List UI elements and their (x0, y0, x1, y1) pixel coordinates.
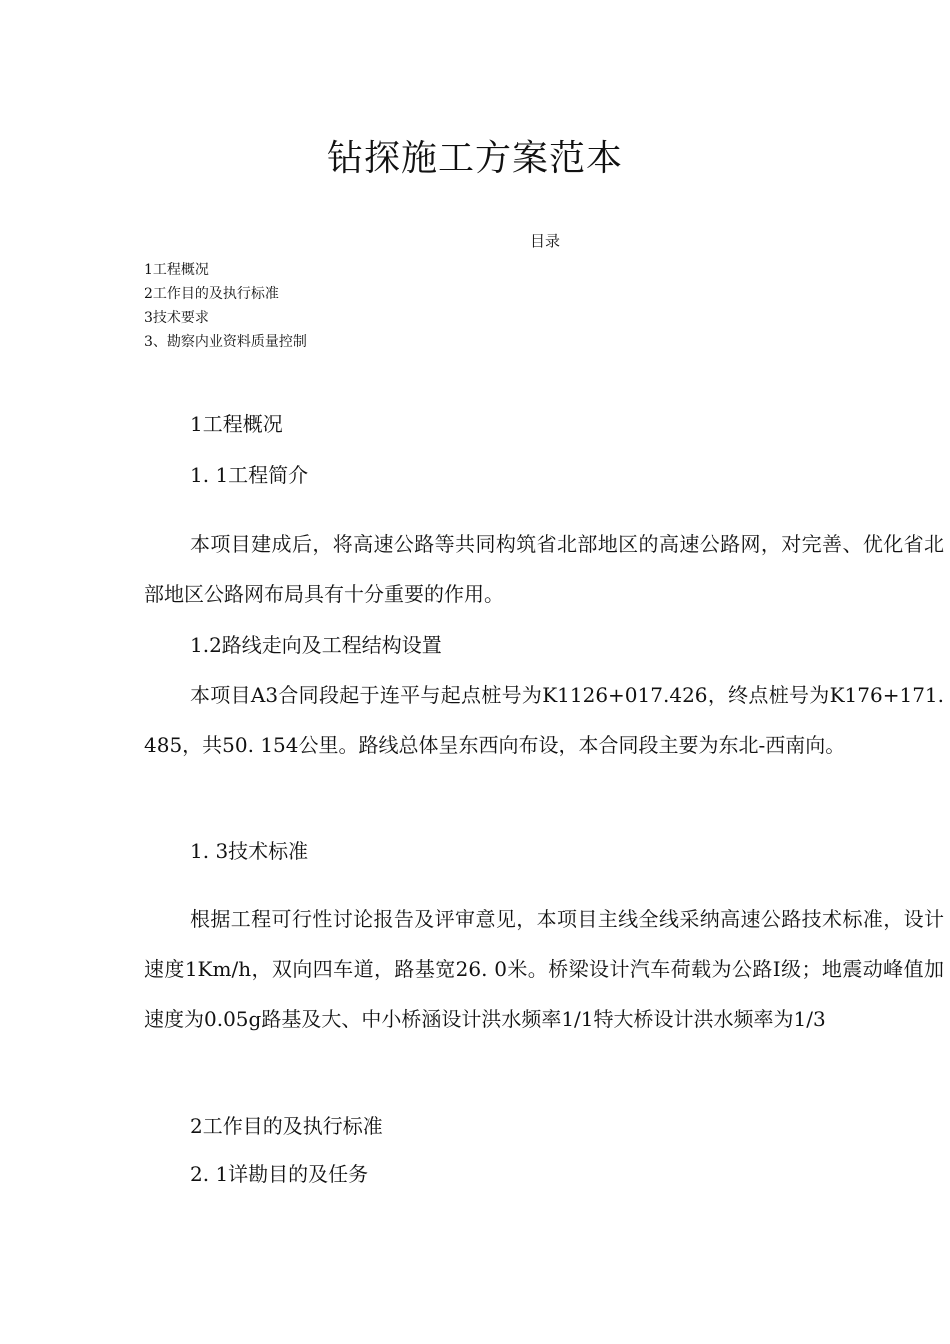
toc-item: 1工程概况 (144, 262, 209, 278)
table-of-contents (144, 258, 307, 354)
subsection-heading-1-1: 1. 1工程简介 (190, 463, 309, 487)
toc-item: 3、勘察内业资料质量控制 (144, 334, 307, 350)
toc-item: 3技术要求 (144, 310, 209, 326)
subsection-heading-2-1: 2. 1详勘目的及任务 (190, 1162, 369, 1186)
document-title: 钻探施工方案范本 (326, 138, 623, 179)
paragraph-1-1: 本项目建成后，将高速公路等共同构筑省北部地区的高速公路网，对完善、优化省北部地区公路网布局具有十分重要的作用。 (144, 532, 944, 606)
section-heading-1: 1工程概况 (190, 412, 283, 436)
paragraph-1-3: 根据工程可行性讨论报告及评审意见，本项目主线全线采纳高速公路技术标准，设计速度1Km/h，双向四车道，路基宽26. 0米。桥梁设计汽车荷载为公路Ⅰ级；地震动峰值加速度为0.05g路基及大、中小桥涵设计洪水频率1/1特大桥设计洪水频率为1/3 (144, 907, 944, 1031)
toc-heading: 目录 (529, 232, 560, 250)
paragraph-1-2: 本项目A3合同段起于连平与起点桩号为K1126+017.426，终点桩号为K176+171. 485，共50. 154公里。路线总体呈东西向布设，本合同段主要为东北-西南向。 (144, 683, 944, 757)
section-heading-2: 2工作目的及执行标准 (190, 1114, 383, 1138)
toc-item: 2工作目的及执行标准 (144, 286, 279, 302)
subsection-heading-1-3: 1. 3技术标准 (190, 839, 309, 863)
subsection-heading-1-2: 1.2路线走向及工程结构设置 (190, 633, 442, 657)
